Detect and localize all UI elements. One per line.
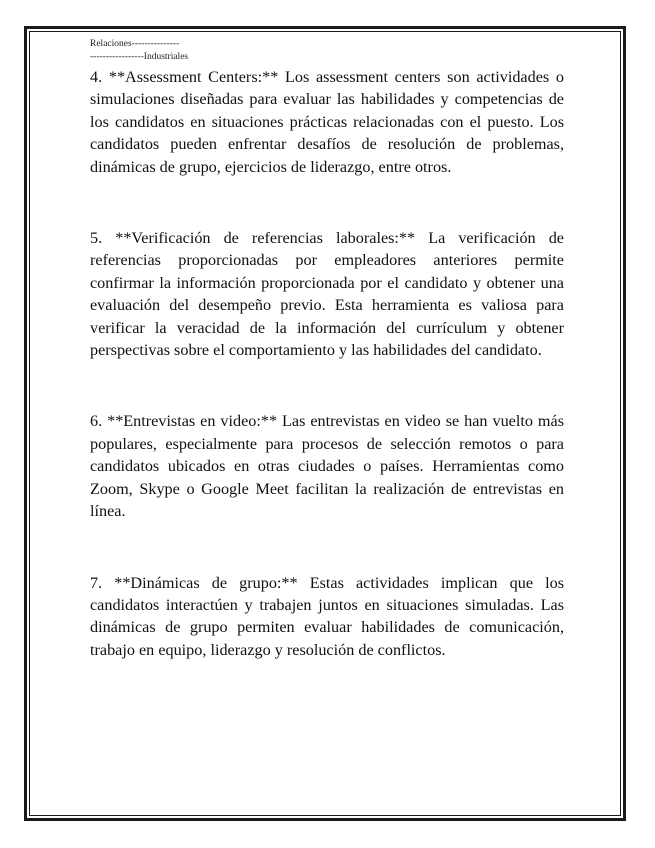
paragraph-verificacion-referencias: 5. **Verificación de referencias laborales:** La verificación de referencias proporcionadas por empleadores anteriores permite confirmar la información proporcionada por el candidato y obtener una evaluación del desempeño previo. Esta herramienta es valiosa para verificar la veracidad de la información del currículum y obtener perspectivas sobre el comportamiento y las habilidades del candidato. bbox=[90, 229, 564, 360]
paragraph-dinamicas-grupo: 7. **Dinámicas de grupo:** Estas actividades implican que los candidatos interactúen y trabajen juntos en situaciones simuladas. Las dinámicas de grupo permiten evaluar habilidades de comunicación, trabajo en equipo, liderazgo y resolución de conflictos. bbox=[90, 573, 564, 659]
header-line-1: Relaciones--------------- bbox=[90, 39, 180, 49]
header-line-2: -----------------Industriales bbox=[90, 52, 189, 62]
document-body bbox=[90, 66, 564, 661]
paragraph-assessment-centers: 4. **Assessment Centers:** Los assessment centers son actividades o simulaciones diseñadas para evaluar las habilidades y competencias de los candidatos en situaciones prácticas relacionadas con el puesto. Los candidatos pueden enfrentar desafíos de resolución de problemas, dinámicas de grupo, ejercicios de liderazgo, entre otros. bbox=[90, 68, 564, 176]
running-header bbox=[90, 38, 188, 64]
paragraph-entrevistas-video: 6. **Entrevistas en video:** Las entrevistas en video se han vuelto más populares, especialmente para procesos de selección remotos o para candidatos ubicados en otras ciudades o países. Herramientas como Zoom, Skype o Google Meet facilitan la realización de entrevistas en línea. bbox=[90, 412, 564, 521]
